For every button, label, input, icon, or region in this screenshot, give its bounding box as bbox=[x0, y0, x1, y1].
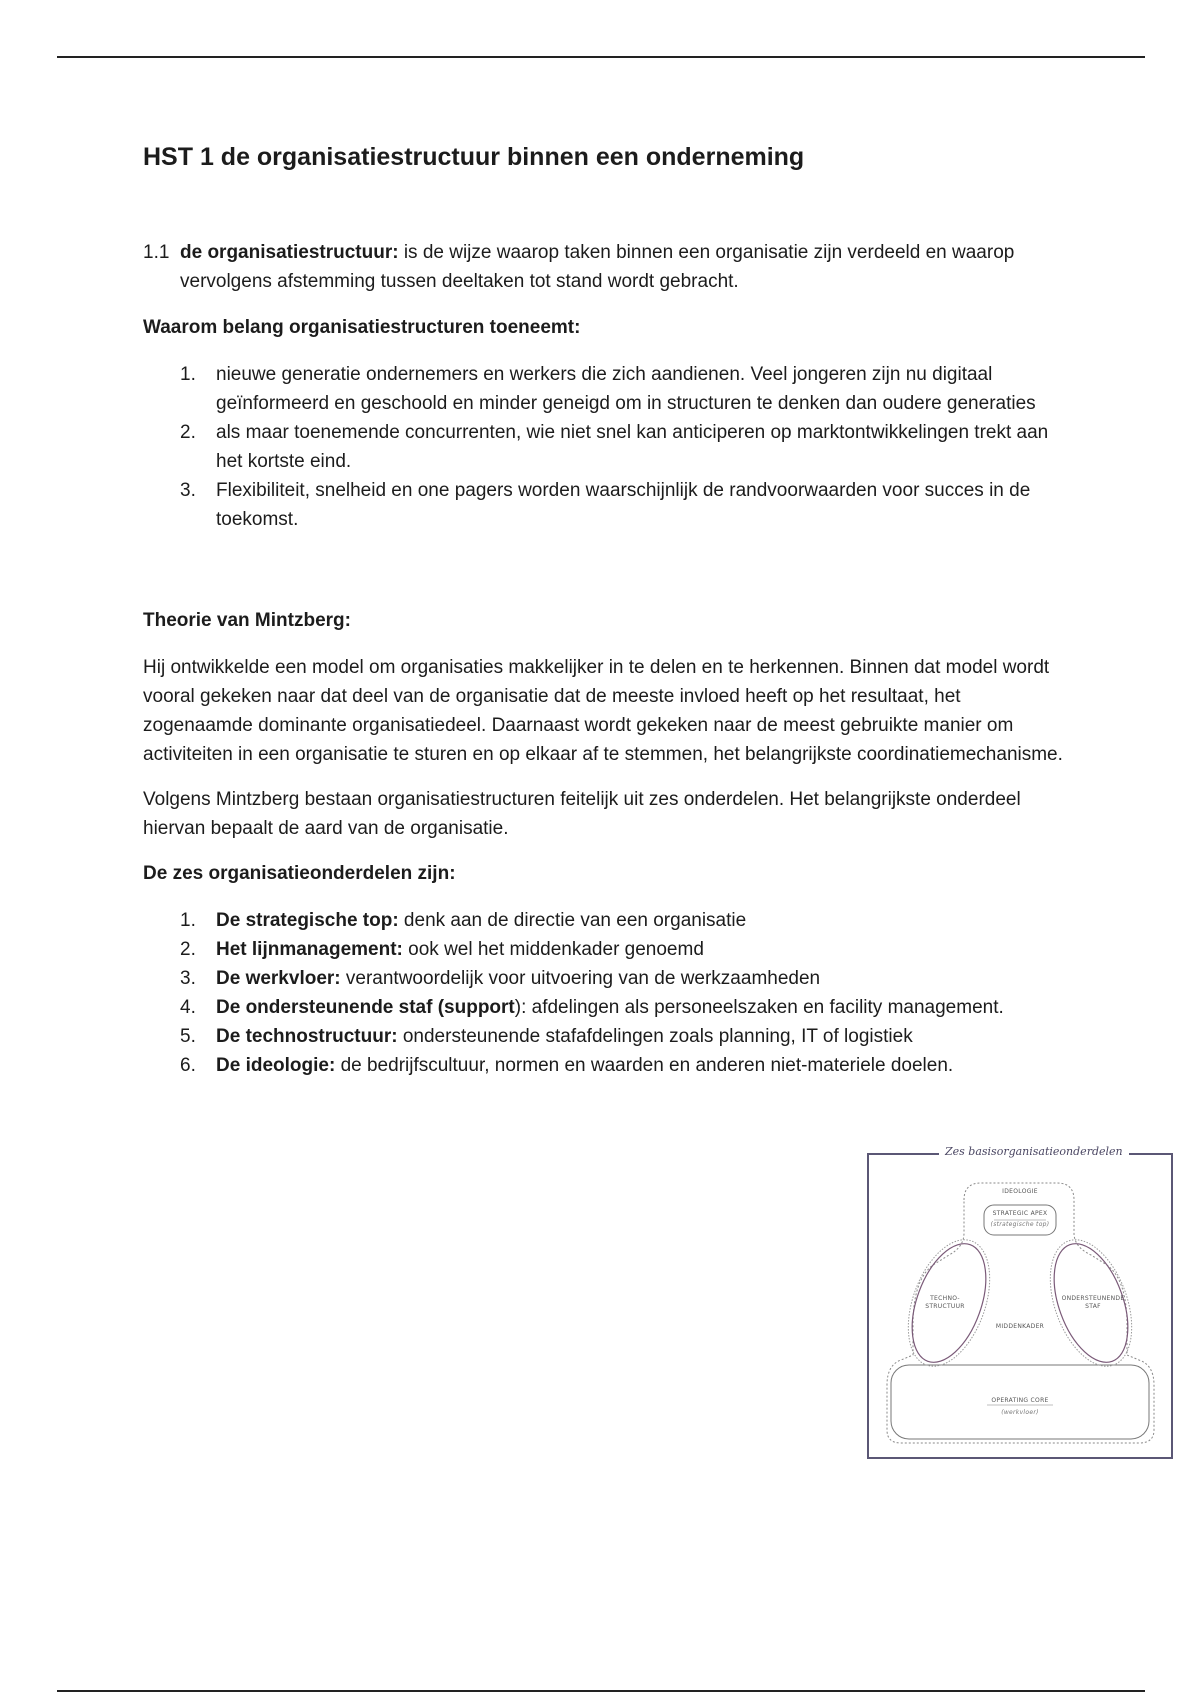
mintzberg-heading: Theorie van Mintzberg: bbox=[143, 610, 351, 631]
importance-list bbox=[143, 360, 1063, 534]
technostructure-label: TECHNO- STRUCTUUR bbox=[925, 1295, 965, 1310]
definition-term: de organisatiestructuur: bbox=[180, 242, 399, 263]
definition-text: is de wijze waarop taken binnen een organisatie zijn verdeeld en waarop vervolgens afstemming tussen deeltaken tot stand wordt gebracht. bbox=[180, 242, 1015, 292]
support-staff-label: ONDERSTEUNENDE STAF bbox=[1061, 1295, 1125, 1310]
header-rule bbox=[57, 56, 1145, 58]
operating-core-label: OPERATING CORE bbox=[991, 1397, 1049, 1404]
ideology-label: IDEOLOGIE bbox=[1002, 1188, 1038, 1195]
apex-label: STRATEGIC APEX bbox=[992, 1210, 1048, 1217]
list-item: 3. Flexibiliteit, snelheid en one pagers worden waarschijnlijk de randvoorwaarden voor succes in de toekomst. bbox=[180, 480, 1031, 530]
parts-heading: De zes organisatieonderdelen zijn: bbox=[143, 863, 456, 884]
list-item: 5. De technostructuur: ondersteunende stafafdelingen zoals planning, IT of logistiek bbox=[180, 1026, 913, 1047]
page-title: HST 1 de organisatiestructuur binnen een onderneming bbox=[143, 143, 805, 171]
list-item: 1. De strategische top: denk aan de directie van een organisatie bbox=[180, 910, 747, 931]
list-item: 3. De werkvloer: verantwoordelijk voor uitvoering van de werkzaamheden bbox=[180, 968, 821, 989]
mintzberg-diagram bbox=[867, 1145, 1173, 1459]
list-item: 2. als maar toenemende concurrenten, wie niet snel kan anticiperen op marktontwikkelingen trekt aan het kortste eind. bbox=[180, 422, 1049, 472]
importance-heading: Waarom belang organisatiestructuren toeneemt: bbox=[143, 317, 581, 338]
operating-core-sublabel: (werkvloer) bbox=[1001, 1409, 1039, 1416]
middle-line-label: MIDDENKADER bbox=[995, 1323, 1045, 1330]
definition-number: 1.1 bbox=[143, 242, 170, 263]
list-item: 1. nieuwe generatie ondernemers en werkers die zich aandienen. Veel jongeren zijn nu digitaal geïnformeerd en geschoold en minder geneigd om in structuren te denken dan oudere generaties bbox=[180, 364, 1036, 414]
apex-sublabel: (strategische top) bbox=[990, 1221, 1050, 1228]
mintzberg-paragraph-2: Volgens Mintzberg bestaan organisatiestructuren feitelijk uit zes onderdelen. Het belangrijkste onderdeel hiervan bepaalt de aard van de organisatie. bbox=[143, 789, 1021, 839]
list-item: 2. Het lijnmanagement: ook wel het middenkader genoemd bbox=[180, 939, 704, 960]
parts-list bbox=[143, 906, 1063, 1080]
definition-paragraph bbox=[143, 238, 1063, 296]
list-item: 6. De ideologie: de bedrijfscultuur, normen en waarden en anderen niet-materiele doelen. bbox=[180, 1055, 954, 1076]
document-body bbox=[143, 140, 1063, 1096]
diagram-title: Zes basisorganisatieonderdelen bbox=[939, 1143, 1129, 1161]
mintzberg-paragraph-1: Hij ontwikkelde een model om organisaties makkelijker in te delen en te herkennen. Binnen dat model wordt vooral gekeken naar dat deel van de organisatie dat de meeste invloed heeft op het resultaat, het zogenaamde dominante organisatiedeel. Daarnaast wordt gekeken naar de meest gebruikte manier om activiteiten in een organisatie te sturen en op elkaar af te stemmen, het belangrijkste coordinatiemechanisme. bbox=[143, 657, 1063, 765]
footer-rule bbox=[57, 1690, 1145, 1692]
list-item: 4. De ondersteunende staf (support): afdelingen als personeelszaken en facility management. bbox=[180, 997, 1004, 1018]
